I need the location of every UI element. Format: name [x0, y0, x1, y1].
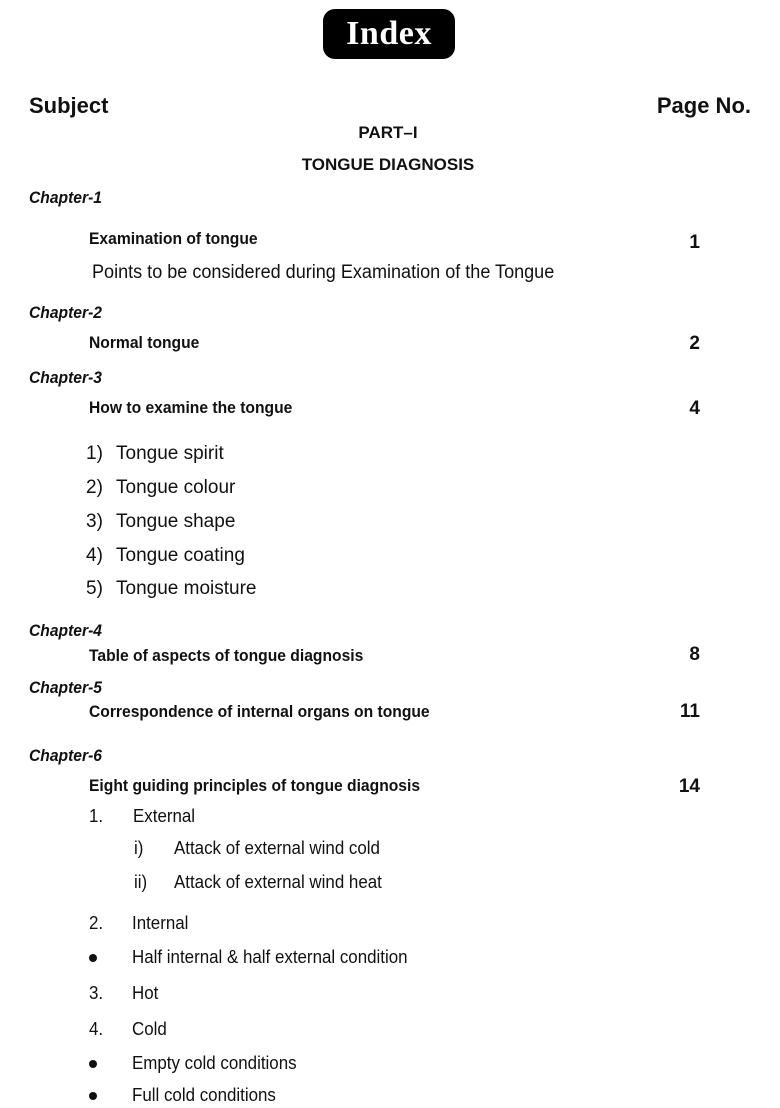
page-number: 14 — [678, 776, 700, 797]
part-label: PART–I — [358, 123, 418, 142]
part-title: TONGUE DIAGNOSIS — [301, 155, 475, 174]
chapter-2-label: Chapter-2 — [29, 303, 103, 322]
toc-entry-correspondence[interactable]: Correspondence of internal organs on tongue — [89, 702, 430, 721]
page-number: 1 — [689, 232, 700, 253]
list-item: Internal — [132, 913, 189, 933]
page-number: 8 — [689, 644, 700, 665]
chapter-4-label: Chapter-4 — [29, 621, 103, 640]
list-item: Tongue coating — [116, 545, 245, 566]
page-number: 2 — [689, 333, 700, 354]
list-item: External — [133, 806, 196, 826]
bullet-icon — [89, 1092, 97, 1100]
list-item-number: 1. — [89, 806, 104, 826]
toc-entry-examination-of-tongue[interactable]: Examination of tongue — [89, 229, 258, 248]
list-item: Tongue spirit — [116, 443, 224, 464]
list-item-number: 5) — [86, 578, 103, 599]
toc-entry-normal-tongue[interactable]: Normal tongue — [89, 333, 200, 352]
list-item: Tongue moisture — [116, 578, 257, 599]
list-item: Half internal & half external condition — [132, 947, 408, 967]
list-item-number: 2. — [89, 913, 104, 933]
list-item: Empty cold conditions — [132, 1053, 297, 1073]
chapter-3-label: Chapter-3 — [29, 368, 103, 387]
list-item: Attack of external wind cold — [174, 838, 380, 858]
list-item-number: 4. — [89, 1019, 104, 1039]
page-column-header: Page No. — [656, 93, 751, 118]
bullet-icon — [89, 1060, 97, 1068]
list-item: Hot — [132, 983, 159, 1003]
toc-entry-table-of-aspects[interactable]: Table of aspects of tongue diagnosis — [89, 646, 364, 665]
list-item-number: 3) — [86, 511, 103, 532]
chapter-5-label: Chapter-5 — [29, 678, 103, 697]
list-item: Tongue shape — [116, 511, 236, 532]
list-item-number: 2) — [86, 477, 103, 498]
list-item-number: 4) — [86, 545, 103, 566]
bullet-icon — [89, 954, 97, 962]
page-number: 11 — [679, 701, 700, 722]
list-item-number: 3. — [89, 983, 104, 1003]
list-item: Cold — [132, 1019, 167, 1039]
toc-entry-how-to-examine[interactable]: How to examine the tongue — [89, 398, 293, 417]
subject-column-header: Subject — [29, 93, 109, 118]
chapter-1-label: Chapter-1 — [29, 188, 103, 207]
toc-entry-eight-guiding-principles[interactable]: Eight guiding principles of tongue diagnosis — [89, 776, 421, 795]
page-number: 4 — [689, 398, 700, 419]
index-title: Index — [323, 9, 455, 59]
list-item-number: ii) — [134, 872, 148, 892]
list-item-number: 1) — [86, 443, 103, 464]
list-item: Full cold conditions — [132, 1085, 276, 1105]
list-item-number: i) — [134, 838, 144, 858]
chapter-6-label: Chapter-6 — [29, 746, 103, 765]
chapter-1-note: Points to be considered during Examination of the Tongue — [92, 262, 555, 283]
list-item: Attack of external wind heat — [174, 872, 382, 892]
list-item: Tongue colour — [116, 477, 236, 498]
